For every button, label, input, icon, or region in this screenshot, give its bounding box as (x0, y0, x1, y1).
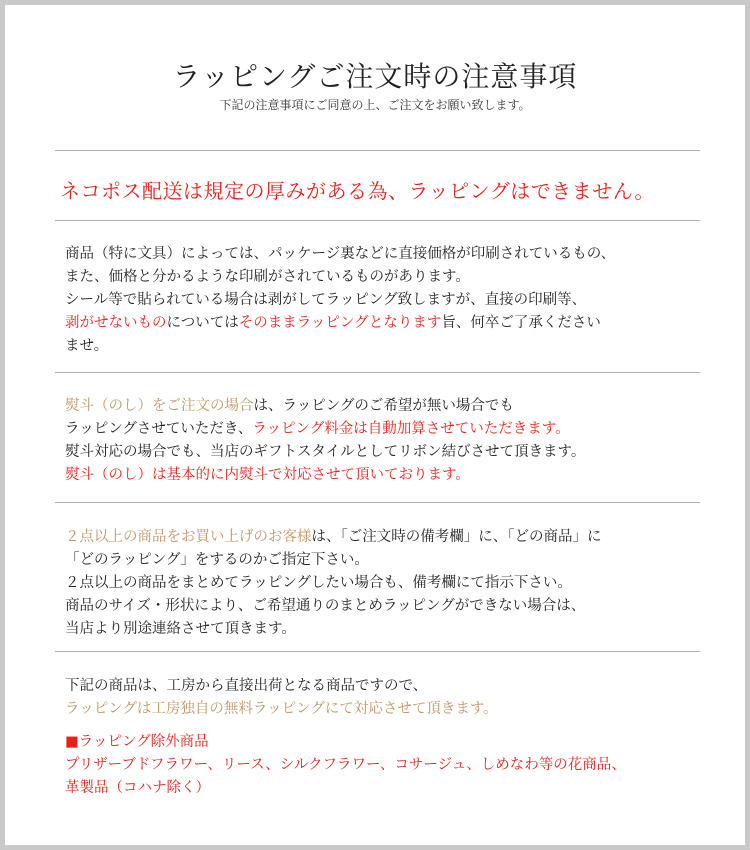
shipping-notice: ネコポス配送は規定の厚みがある為、ラッピングはできません。 (60, 179, 655, 203)
text-span: は、「ご注文時の備考欄」に、「どの商品」に (311, 529, 602, 545)
text-line: 商品（特に文具）によっては、パッケージ裏などに直接価格が印刷されているもの、 (65, 246, 616, 262)
page-title: ラッピングご注文時の注意事項 (172, 60, 578, 93)
text-line: ませ。 (65, 338, 109, 354)
section-noshi (65, 395, 705, 487)
text-line: ラッピングは工房独自の無料ラッピングにて対応させて頂きます。 (65, 701, 498, 717)
divider (55, 651, 700, 652)
page-subtitle: 下記の注意事項にご同意の上、ご注文をお願い致します。 (219, 98, 531, 112)
divider (55, 372, 700, 373)
text-line: 商品のサイズ・形状により、ご希望通りのまとめラッピングができない場合は、 (65, 598, 586, 614)
text-span: は、ラッピングのご希望が無い場合でも (253, 398, 514, 414)
divider (55, 150, 700, 151)
highlight-red: ラッピング料金は自動加算させていただきます。 (252, 421, 570, 437)
text-line (65, 312, 705, 335)
excluded-heading: ■ラッピング除外商品 (65, 734, 209, 750)
text-line: また、価格と分かるような印刷がされているものがあります。 (65, 269, 470, 285)
text-line (65, 418, 705, 441)
text-line (65, 526, 705, 549)
text-line: ２点以上の商品をまとめてラッピングしたい場合も、備考欄にて指示下さい。 (65, 575, 572, 591)
text-line: 熨斗（のし）は基本的に内熨斗で対応させて頂いております。 (65, 467, 470, 483)
section-excluded-items (65, 675, 705, 800)
text-line (65, 395, 705, 418)
highlight-red: そのままラッピングとなります (238, 315, 442, 331)
highlight-tan: ２点以上の商品をお買い上げのお客様 (65, 529, 312, 545)
section-multiple-items (65, 526, 705, 641)
text-line: プリザーブドフラワー、リース、シルクフラワー、コサージュ、しめなわ等の花商品、 (65, 757, 626, 773)
divider (55, 502, 700, 503)
text-span: 旨、何卒ご了承ください (441, 315, 601, 331)
text-line: 革製品（コハナ除く） (65, 780, 210, 796)
highlight-tan: 熨斗（のし）をご注文の場合 (65, 398, 254, 414)
text-line: 熨斗対応の場合でも、当店のギフトスタイルとしてリボン結びさせて頂きます。 (65, 444, 586, 460)
section-price-print (65, 243, 705, 358)
text-line: 当店より別途連絡させて頂きます。 (65, 621, 296, 637)
divider (55, 220, 700, 221)
text-span: については (166, 315, 239, 331)
text-line: 「どのラッピング」をするのかご指定下さい。 (65, 552, 369, 568)
text-line: シール等で貼られている場合は剥がしてラッピング致しますが、直接の印刷等、 (65, 292, 587, 308)
text-span: ラッピングさせていただき、 (65, 421, 253, 437)
text-line: 下記の商品は、工房から直接出荷となる商品ですので、 (65, 678, 428, 694)
highlight-red: 剥がせないもの (65, 315, 167, 331)
